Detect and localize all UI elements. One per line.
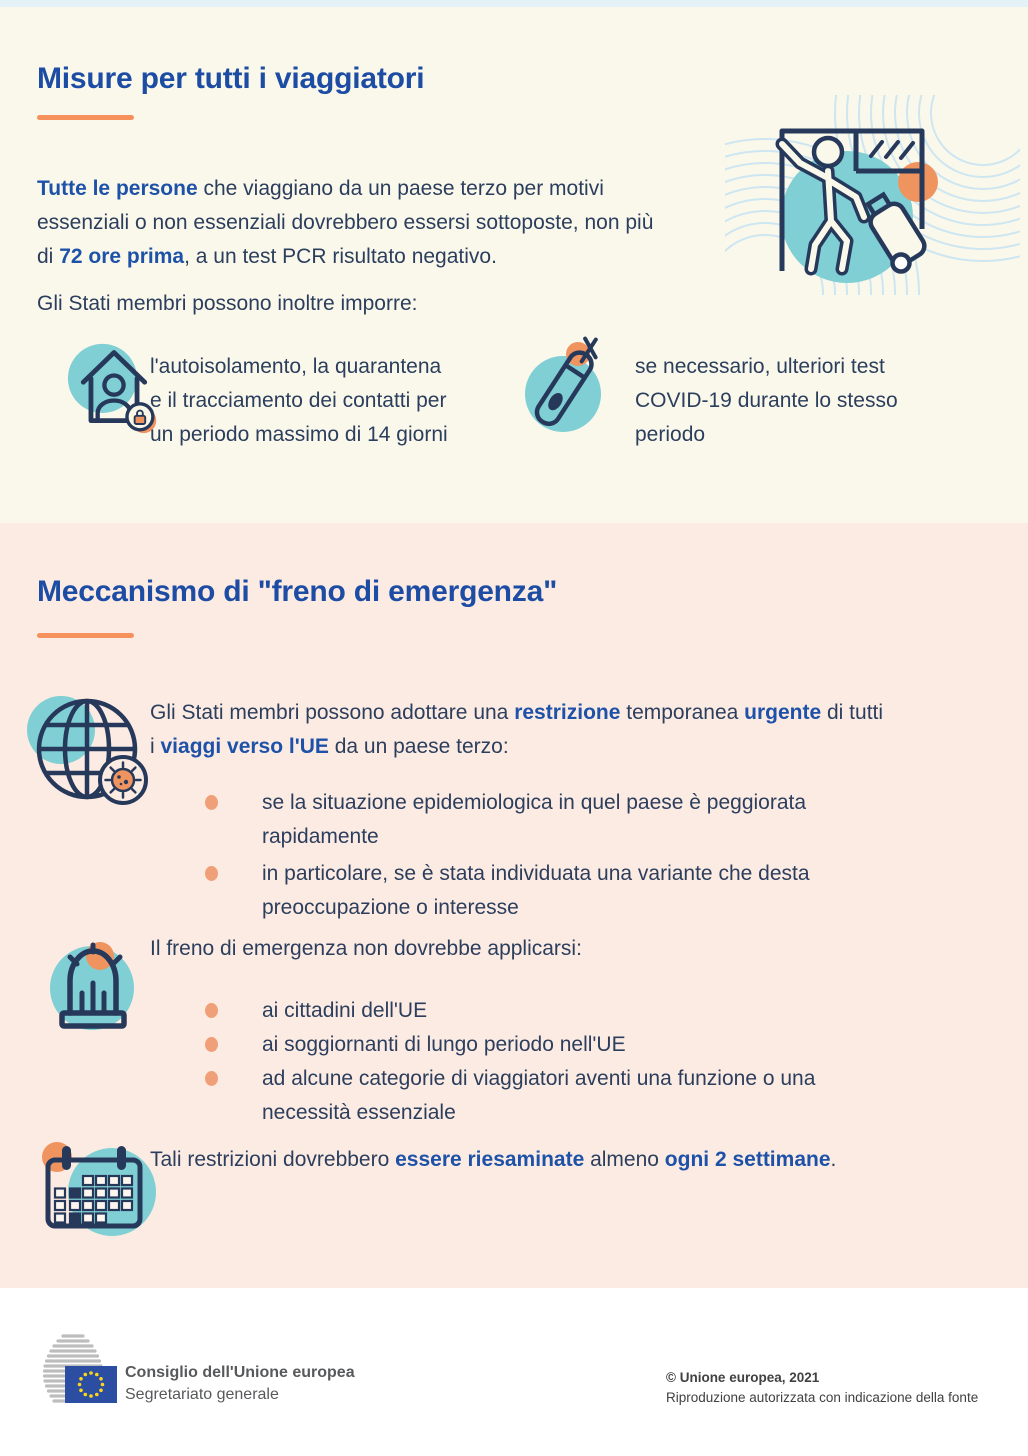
condition-2: in particolare, se è stata individuata una variante che desta preoccupazione o interesse [262,862,810,919]
intro-bold-2: 72 ore prima [59,245,185,268]
title-underline-2 [37,633,134,638]
footer-license: Riproduzione autorizzata con indicazione della fonte [666,1390,979,1405]
item1-line2: e il tracciamento dei contatti per [150,389,447,412]
traveler-luggage-illustration [725,95,1020,295]
brake-text-1: Gli Stati membri possono adottare una [150,701,515,724]
bullet-icon [205,1003,218,1018]
review-text-2: almeno [584,1148,665,1171]
section-measures-title: Misure per tutti i viaggiatori [37,62,425,95]
brake-exceptions-heading: Il freno di emergenza non dovrebbe applicarsi: [150,937,582,960]
brake-text-2: temporanea [620,701,745,724]
condition-1: se la situazione epidemiologica in quel paese è peggiorata rapidamente [262,791,807,848]
covid-test-icon [515,336,615,436]
footer-copyright: © Unione europea, 2021 [666,1370,820,1385]
review-text-1: Tali restrizioni dovrebbero [150,1148,396,1171]
exception-1: ai cittadini dell'UE [262,999,428,1022]
brake-text-5: da un paese terzo: [328,735,509,758]
measures-subheading: Gli Stati membri possono inoltre imporre: [37,292,418,315]
list-item [205,857,925,925]
measures-item2-text [635,350,955,452]
footer-org-block [125,1362,355,1406]
item1-line1: l'autoisolamento, la quarantena [150,355,442,378]
measures-intro-paragraph [37,172,737,274]
item1-line3: un periodo massimo di 14 giorni [150,423,448,446]
title-underline [37,115,134,120]
siren-icon [40,933,145,1033]
intro-text-3: di [37,245,60,268]
bullet-icon [205,1037,218,1052]
list-item [205,1028,925,1062]
brake-review-line [150,1143,970,1177]
review-text-3: . [830,1148,837,1171]
intro-text-1: che viaggiano da un paese terzo per motivi [197,177,604,200]
measures-item1-text [150,350,510,452]
section-brake-title: Meccanismo di "freno di emergenza" [37,575,558,608]
globe-virus-icon [25,692,150,807]
footer-org-name: Consiglio dell'Unione europea [125,1364,355,1381]
house-quarantine-icon [66,338,162,438]
brake-exceptions-list [205,994,925,1130]
review-bold-2: ogni 2 settimane [664,1148,831,1171]
brake-bold-1: restrizione [514,701,621,724]
bullet-icon [205,1071,218,1086]
bullet-icon [205,866,218,881]
brake-text-3: di tutti [821,701,884,724]
bullet-icon [205,795,218,810]
list-item [205,1062,925,1130]
list-item [205,786,925,854]
intro-bold-1: Tutte le persone [37,177,198,200]
brake-conditions-list [205,786,925,928]
item2-line1: se necessario, ulteriori test [635,355,885,378]
brake-bold-2: urgente [744,701,822,724]
exception-3: ad alcune categorie di viaggiatori aventi una funzione o una necessità essenziale [262,1067,816,1124]
brake-text-4: i [150,735,161,758]
item2-line3: periodo [635,423,706,446]
item2-line2: COVID-19 durante lo stesso [635,389,898,412]
intro-text-4: , a un test PCR risultato negativo. [184,245,497,268]
intro-text-2: essenziali o non essenziali dovrebbero essersi sottoposte, non più [37,211,654,234]
footer-org-unit: Segretariato generale [125,1386,279,1403]
list-item [205,994,925,1028]
brake-intro-paragraph [150,696,1000,764]
calendar-icon [32,1140,157,1245]
review-bold-1: essere riesaminate [395,1148,585,1171]
top-accent-bar [0,0,1028,7]
footer-copyright-block [666,1368,978,1408]
brake-bold-3: viaggi verso l'UE [160,735,329,758]
exception-2: ai soggiornanti di lungo periodo nell'UE [262,1033,626,1056]
